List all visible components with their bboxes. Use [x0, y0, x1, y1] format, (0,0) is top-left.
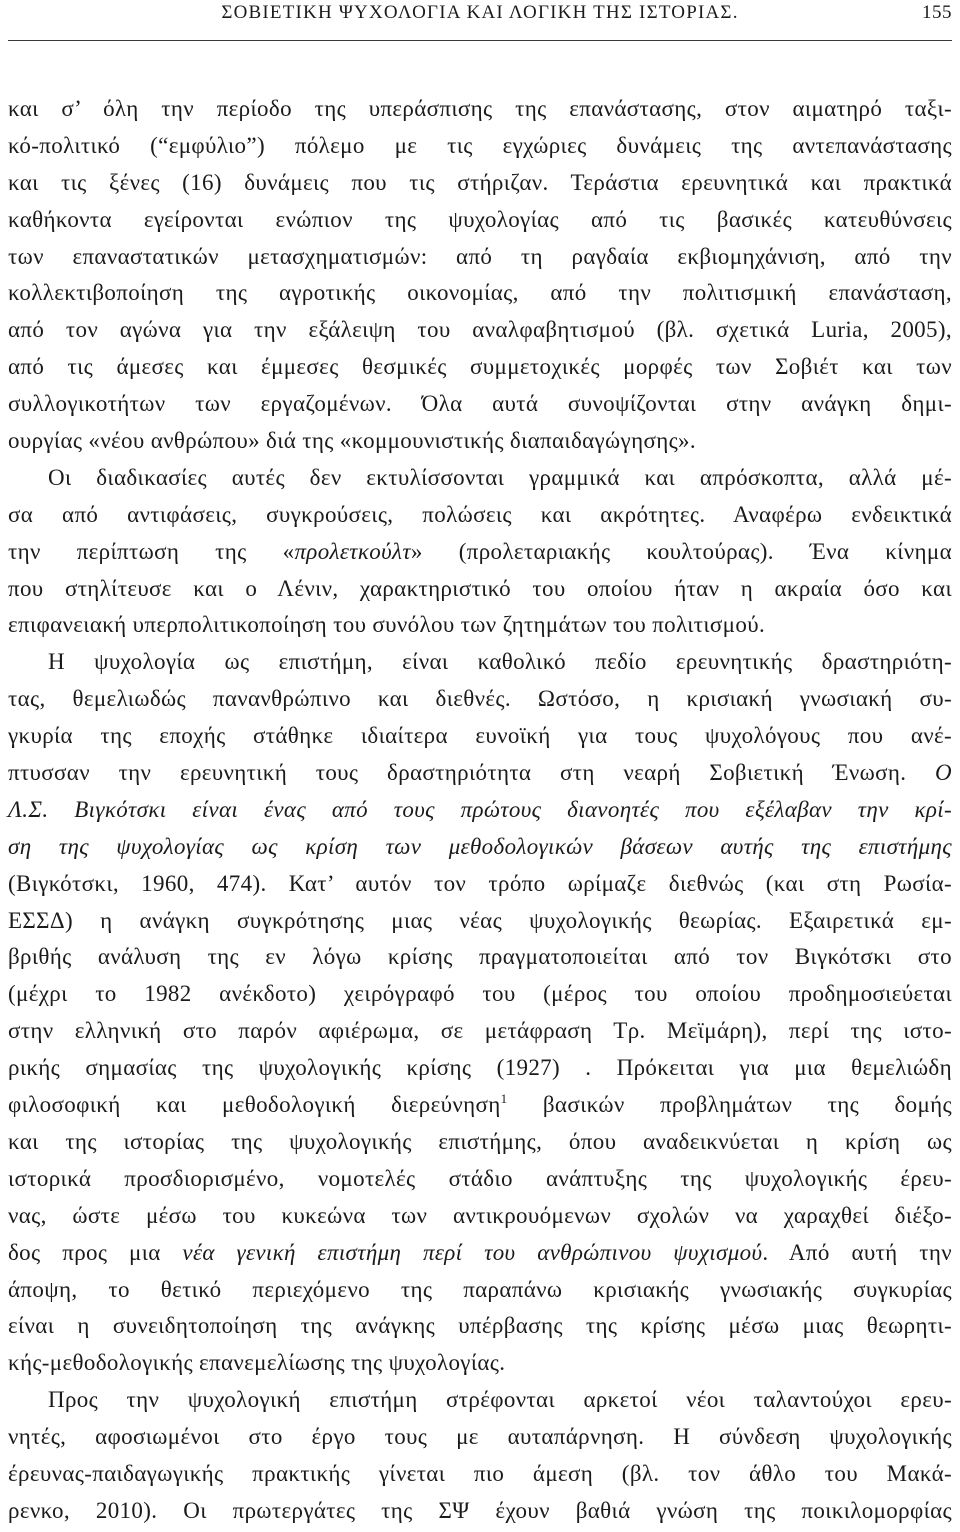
text-line: κολλεκτιβοποίηση της αγροτικής οικονομίας, από την πολιτισμική επανάσταση,	[8, 280, 952, 306]
italic-text: προλετκούλτ	[294, 538, 411, 564]
page-number: 155	[922, 2, 952, 23]
running-header	[8, 0, 952, 28]
paragraph	[8, 644, 952, 1382]
text-line: σα από αντιφάσεις, συγκρούσεις, πολώσεις και ακρότητες. Αναφέρω ενδεικτικά	[8, 501, 952, 527]
text-line: κής-μεθοδολογικής επανεμελίωσης της ψυχολογίας.	[8, 1350, 506, 1376]
text-line: στην ελληνική στο παρόν αφιέρωμα, σε μετάφραση Τρ. Μεϊμάρη), περί της ιστο-	[8, 1018, 952, 1044]
paragraph	[8, 460, 952, 644]
text-line: γκυρία της εποχής στάθηκε ιδιαίτερα ευνοϊκή για τους ψυχολόγους που ανέ-	[8, 723, 952, 749]
text-span: βασικών προβλημάτων της δομής	[507, 1092, 952, 1118]
text-line: και σ’ όλη την περίοδο της υπεράσπισης της επανάστασης, στον αιματηρό ταξι-	[8, 96, 952, 121]
header-rule	[8, 40, 952, 41]
text-span: πτυσσαν την ερευνητική τους δραστηριότητα στη νεαρή Σοβιετική Ένωση.	[8, 760, 936, 786]
text-line: κό-πολιτικό (“εμφύλιο”) πόλεμο με τις εγχώριες δυνάμεις της αντεπανάστασης	[8, 132, 952, 158]
italic-text: Ο	[935, 760, 952, 786]
text-line: των επαναστατικών μετασχηματισμών: από τη ραγδαία εκβιομηχάνιση, από την	[8, 243, 952, 269]
text-line	[8, 1087, 952, 1124]
text-line: Προς την ψυχολογική επιστήμη στρέφονται αρκετοί νέοι ταλαντούχοι ερευ-	[48, 1387, 952, 1413]
italic-text: νέα γενική επιστήμη περί του ανθρώπινου ψυχισμού	[182, 1239, 763, 1265]
text-line: και τις ξένες (16) δυνάμεις που τις στήριζαν. Τεράστια ερευνητικά και πρακτικά	[8, 169, 952, 195]
text-line: νας, ώστε μέσω του κυκεώνα των αντικρουόμενων σχολών να χαραχθεί διέξο-	[8, 1202, 952, 1228]
text-line: επιφανειακή υπερπολιτικοποίηση του συνόλου των ζητημάτων του πολιτισμού.	[8, 612, 766, 638]
footnote-marker: 1	[500, 1091, 508, 1107]
text-line: που στηλίτευσε και ο Λένιν, χαρακτηριστικό του οποίου ήταν η ακραία όσο και	[8, 575, 952, 601]
text-line	[8, 534, 952, 571]
text-line	[8, 1235, 952, 1272]
text-line	[8, 755, 952, 792]
text-line: Η ψυχολογία ως επιστήμη, είναι καθολικό πεδίο ερευνητικής δραστηριότη-	[48, 649, 952, 675]
paragraph	[8, 91, 952, 460]
text-span: την περίπτωση της «	[8, 538, 295, 564]
running-title: ΣΟΒΙΕΤΙΚΗ ΨΥΧΟΛΟΓΙΑ ΚΑΙ ΛΟΓΙΚΗ ΤΗΣ ΙΣΤΟΡΙΑΣ.	[221, 2, 739, 23]
text-line: και της ιστορίας της ψυχολογικής επιστήμης, όπου αναδεικνύεται η κρίση ως	[8, 1128, 952, 1154]
text-line: ρενκο, 2010). Οι πρωτεργάτες της ΣΨ έχουν βαθιά γνώση της ποικιλομορφίας	[8, 1497, 952, 1523]
text-line: έρευνας-παιδαγωγικής πρακτικής γίνεται πιο άμεση (βλ. τον άθλο του Μακά-	[8, 1460, 952, 1486]
text-line: ιστορικά προσδιορισμένο, νομοτελές στάδιο ανάπτυξης της ψυχολογικής έρευ-	[8, 1165, 952, 1191]
text-line: άποψη, το θετικό περιεχόμενο της παραπάνω κρισιακής γνωσιακής συγκυρίας	[8, 1276, 952, 1302]
text-line: ουργίας «νέου ανθρώπου» διά της «κομμουνιστικής διαπαιδαγώγησης».	[8, 428, 696, 454]
text-line: καθήκοντα εγείρονται ενώπιον της ψυχολογίας από τις βασικές κατευθύνσεις	[8, 206, 952, 232]
text-line: είναι η συνειδητοποίηση της ανάγκης υπέρβασης της κρίσης μέσω μιας θεωρητι-	[8, 1313, 952, 1339]
text-line: νητές, αφοσιωμένοι στο έργο τους με αυταπάρνηση. Η σύνδεση ψυχολογικής	[8, 1424, 952, 1450]
text-span: » (προλεταριακής κουλτούρας). Ένα κίνημα	[410, 538, 952, 564]
text-line: Οι διαδικασίες αυτές δεν εκτυλίσσονται γραμμικά και απρόσκοπτα, αλλά μέ-	[48, 464, 952, 490]
italic-text-line: ση της ψυχολογίας ως κρίση των μεθοδολογικών βάσεων αυτής της επιστήμης	[8, 833, 952, 859]
text-line: από τον αγώνα για την εξάλειψη του αναλφαβητισμού (βλ. σχετικά Luria, 2005),	[8, 317, 952, 343]
text-line: ΕΣΣΔ) η ανάγκη συγκρότησης μιας νέας ψυχολογικής θεωρίας. Εξαιρετικά εμ-	[8, 907, 952, 933]
paragraph	[8, 1382, 952, 1530]
italic-text-line: Λ.Σ. Βιγκότσκι είναι ένας από τους πρώτους διανοητές που εξέλαβαν την κρί-	[8, 796, 952, 822]
text-line: συλλογικοτήτων των εργαζομένων. Όλα αυτά συνοψίζονται στην ανάγκη δημι-	[8, 391, 952, 417]
body-text	[8, 91, 952, 1530]
text-line: (Βιγκότσκι, 1960, 474). Κατ’ αυτόν τον τρόπο ωρίμαζε διεθνώς (και στη Ρωσία-	[8, 870, 952, 896]
text-span: φιλοσοφική και μεθοδολογική διερεύνηση	[8, 1092, 501, 1118]
text-line: ρικής σημασίας της ψυχολογικής κρίσης (1927) . Πρόκειται για μια θεμελιώδη	[8, 1055, 952, 1081]
text-line: τας, θεμελιωδώς πανανθρώπινο και διεθνές. Ωστόσο, η κρισιακή γνωσιακή συ-	[8, 686, 952, 712]
text-span: δος προς μια	[8, 1239, 183, 1265]
text-line: βριθής ανάλυση της εν λόγω κρίσης πραγματοποιείται από τον Βιγκότσκι στο	[8, 944, 952, 970]
text-line: από τις άμεσες και έμμεσες θεσμικές συμμετοχικές μορφές των Σοβιέτ και των	[8, 354, 952, 380]
text-line: (μέχρι το 1982 ανέκδοτο) χειρόγραφό του (μέρος του οποίου προδημοσιεύεται	[8, 981, 952, 1007]
text-span: . Από αυτή την	[762, 1239, 952, 1265]
